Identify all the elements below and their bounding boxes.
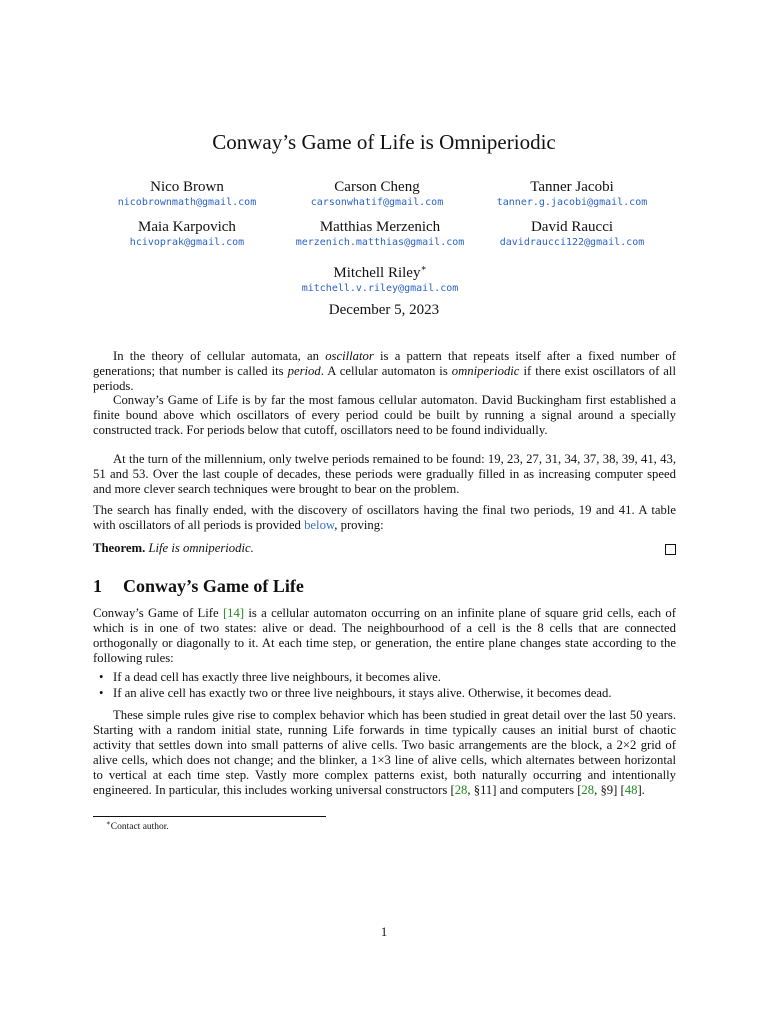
footnote: ∗Contact author. [106, 819, 169, 833]
qed-icon [665, 544, 676, 555]
author-email[interactable]: mitchell.v.riley@gmail.com [301, 283, 459, 294]
list-item: • If an alive cell has exactly two or three live neighbours, it stays alive. Otherwise, it becomes dead. [99, 685, 612, 700]
below-link[interactable]: below [304, 518, 335, 532]
term-omniperiodic: omniperiodic [451, 364, 520, 378]
section-title: Conway’s Game of Life [123, 576, 304, 596]
author-name: David Raucci [530, 219, 614, 235]
section-paragraph: Conway’s Game of Life [14] is a cellular automaton occurring on an infinite plane of square grid cells, each of which is in one of two states: alive or dead. The neighbourhood of a cell is the 8 cells that are connected orthogonally or diagonally to it. At each time step, or generation, the entire plane changes state according to the following rules: [93, 606, 676, 665]
bullet-icon: • [99, 685, 104, 700]
citation-link[interactable]: 28 [454, 783, 468, 797]
abstract-paragraph: The search has finally ended, with the discovery of oscillators having the final two periods, 19 and 41. A table with oscillators of all periods is provided below, proving: [93, 503, 676, 532]
author-email[interactable]: merzenich.matthias@gmail.com [295, 237, 465, 248]
publication-date: December 5, 2023 [328, 302, 440, 318]
author-email[interactable]: davidraucci122@gmail.com [499, 237, 645, 248]
author-name: Nico Brown [150, 179, 224, 195]
section-heading [93, 576, 304, 597]
section-number: 1 [93, 576, 102, 596]
paper-title: Conway’s Game of Life is Omniperiodic [212, 130, 556, 154]
author-name: Matthias Merzenich [319, 219, 441, 235]
list-item: • If a dead cell has exactly three live neighbours, it becomes alive. [99, 670, 441, 684]
abstract-paragraph: At the turn of the millennium, only twelve periods remained to be found: 19, 23, 27, 31, 34, 37, 38, 39, 41, 43, 51 and 53. Over the last couple of decades, these periods were gradually filled in as increasing computer speed and more clever search techniques were brought to bear on the problem. [93, 452, 676, 496]
author-block [442, 178, 702, 210]
author-email[interactable]: tanner.g.jacobi@gmail.com [496, 197, 648, 208]
term-period: period [287, 364, 321, 378]
citation-link[interactable]: 48 [624, 783, 638, 797]
term-oscillator: oscillator [325, 349, 374, 363]
citation-link[interactable]: [14] [222, 606, 245, 620]
theorem-label: Theorem. [93, 541, 146, 555]
bullet-icon: • [99, 670, 104, 684]
author-name: Carson Cheng [334, 179, 420, 195]
abstract-paragraph: Conway’s Game of Life is by far the most famous cellular automaton. David Buckingham first established a finite bound above which oscillators of every period could be built by running a signal around a specially constructed track. For periods below that cutoff, oscillators need to be found individually. [93, 393, 676, 437]
theorem-text: Life is omniperiodic. [148, 541, 254, 555]
footnote-rule [93, 816, 326, 817]
author-name: Tanner Jacobi [530, 179, 614, 195]
footnote-mark: ∗ [106, 819, 111, 827]
rules-list [93, 670, 676, 701]
abstract-paragraph: In the theory of cellular automata, an oscillator is a pattern that repeats itself after a fixed number of generations; that number is called its period. A cellular automaton is omniperiodic if there exist oscillators of all periods. [93, 349, 676, 393]
author-email[interactable]: carsonwhatif@gmail.com [310, 197, 444, 208]
author-email[interactable]: nicobrownmath@gmail.com [117, 197, 257, 208]
section-paragraph: These simple rules give rise to complex behavior which has been studied in great detail over the last 50 years. Starting with a random initial state, running Life forwards in time typically causes an initial burst of chaotic activity that settles down into small patterns of alive cells. Two basic arrangements are the block, a 2×2 grid of alive cells, which does not change; and the blinker, a 1×3 line of alive cells, which alternates between horizontal to vertical at each time step. Vastly more complex patterns exist, both naturally occurring and intentionally engineered. In particular, this includes working universal constructors [28, §11] and computers [28, §9] [48]. [93, 708, 676, 797]
theorem [93, 541, 676, 556]
page-number: 1 [380, 925, 388, 939]
citation-link[interactable]: 28 [581, 783, 595, 797]
author-block [250, 259, 510, 296]
author-block [442, 218, 702, 250]
author-email[interactable]: hcivoprak@gmail.com [129, 237, 245, 248]
author-name: Maia Karpovich [138, 219, 236, 235]
author-name: Mitchell Riley∗ [333, 263, 427, 281]
footnote-mark: ∗ [420, 263, 427, 273]
